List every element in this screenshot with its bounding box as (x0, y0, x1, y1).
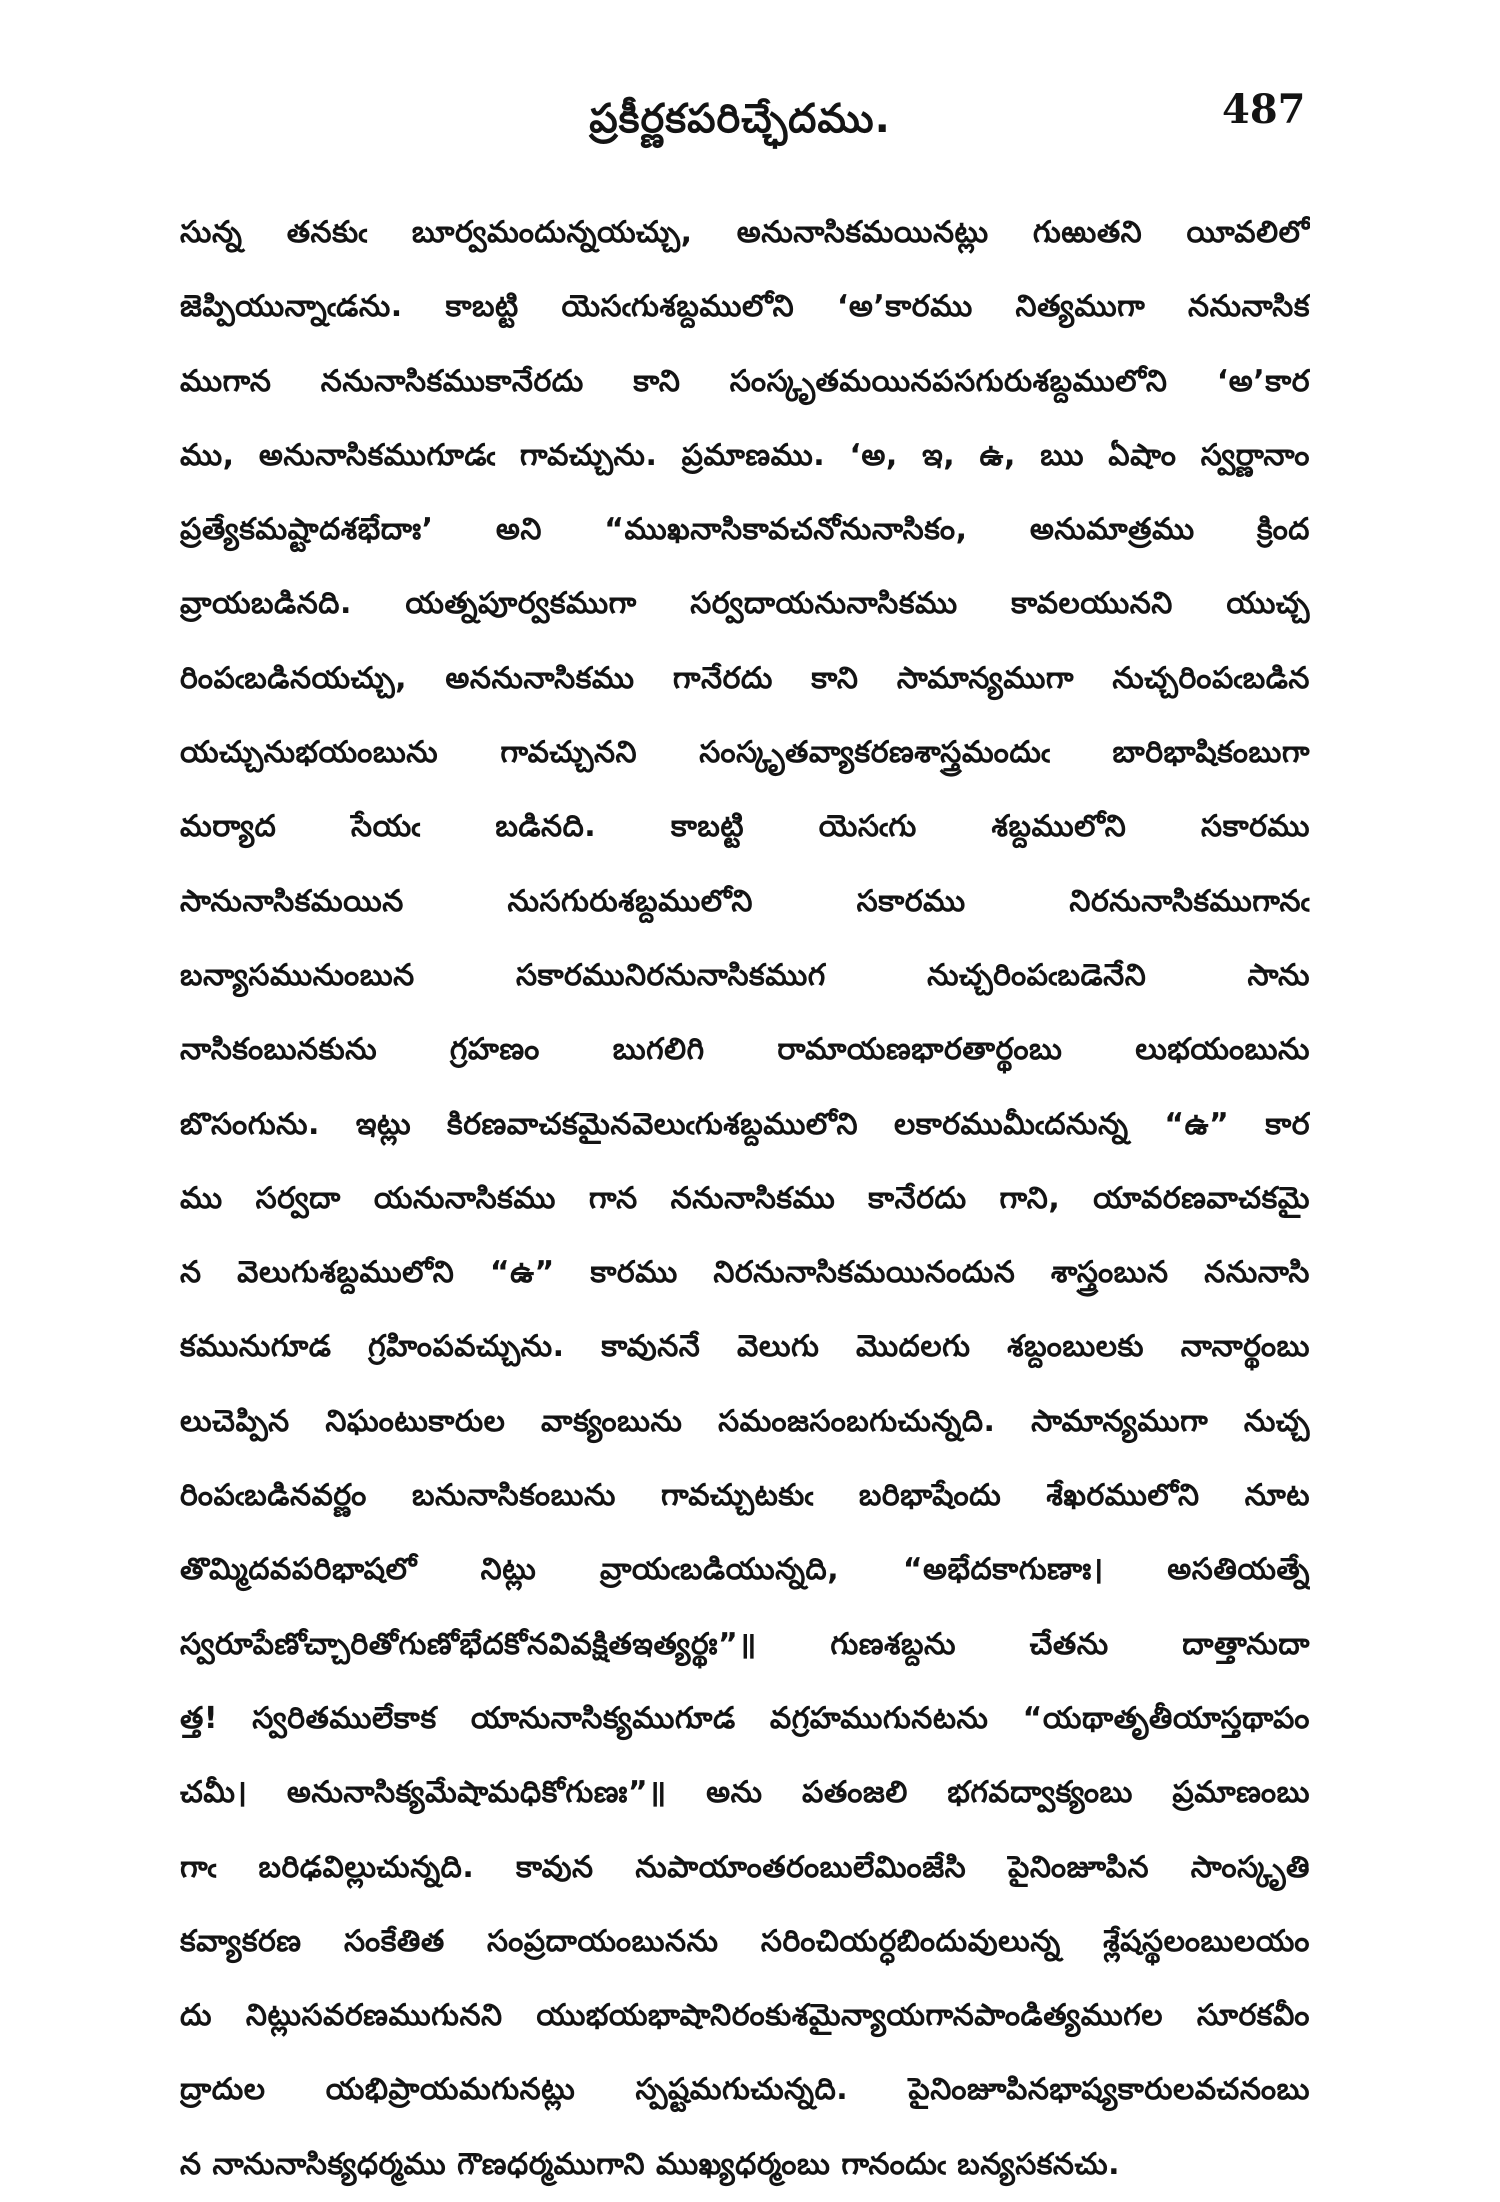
page-header-title: ప్రకీర్ణకపరిచ్ఛేదము. (589, 96, 891, 142)
text-line: ద్రాదుల యభిప్రాయమగునట్లు స్పష్టమగుచున్నది. పైనింజూపినభాష్యకారులవచనంబు (180, 2072, 1310, 2108)
text-line: కమునుగూడ గ్రహింపవచ్చును. కావుననే వెలుగు మొదలగు శబ్దంబులకు నానార్థంబు (180, 1329, 1310, 1365)
text-line: కవ్యాకరణ సంకేతిత సంప్రదాయంబునను సరించియర్ధబిందువులున్న శ్లేషస్థలంబులయం (180, 1923, 1310, 1959)
text-line: ప్రత్యేకమష్టాదశభేదాః’ అని “ముఖనాసికావచనోనునాసికం, అనుమాత్రము క్రింద (180, 512, 1310, 548)
text-line: న వెలుగుశబ్దములోని “ఉ” కారము నిరనునాసికమయినందున శాస్త్రంబున ననునాసి (180, 1255, 1310, 1291)
text-line: ము సర్వదా యనునాసికము గాన ననునాసికము కానేరదు గాని, యావరణవాచకమై (180, 1180, 1310, 1216)
text-line: స్వరూపేణోచ్చారితోగుణోభేదకోనవివక్షితఇత్యర్థః”॥ గుణశబ్దను చేతను దాత్తానుదా (180, 1626, 1310, 1662)
text-line: సానునాసికమయిన నుసగురుశబ్దములోని సకారము నిరనునాసికముగానఁ (180, 883, 1310, 919)
text-line: మర్యాద సేయఁ బడినది. కాబట్టి యెసఁగు శబ్దములోని సకారము (180, 809, 1310, 845)
text-line: బన్యాసమునుంబున సకారమునిరనునాసికముగ నుచ్చరింపఁబడెనేని సాను (180, 957, 1310, 993)
text-line: బొసంగును. ఇట్లు కిరణవాచకమైనవెలుఁగుశబ్దములోని లకారముమీఁదనున్న “ఉ” కార (180, 1106, 1310, 1142)
text-line: రింపఁబడినయచ్చు, అననునాసికము గానేరదు కాని సామాన్యముగా నుచ్చరింపఁబడిన (180, 660, 1310, 696)
text-line: సున్న తనకుఁ బూర్వమందున్నయచ్చు, అనునాసికమయినట్లు గుఱుతని యీవలిలో (180, 215, 1310, 250)
text-line: వ్రాయబడినది. యత్నపూర్వకముగా సర్వదాయనునాసికము కావలయునని యుచ్చ (180, 586, 1310, 622)
text-line: దు నిట్లుసవరణముగునని యుభయభాషానిరంకుశమైన్యాయగానపాండిత్యముగల సూరకవీం (180, 1998, 1310, 2034)
text-line: గాఁ బరిఢవిల్లుచున్నది. కావున నుపాయాంతరంబులేమింజేసి పైనింజూపిన సాంస్కృతి (180, 1849, 1310, 1885)
page-number: 487 (1222, 86, 1306, 133)
text-line: యచ్చునుభయంబును గావచ్చునని సంస్కృతవ్యాకరణశాస్త్రమందుఁ బారిభాషికంబుగా (180, 735, 1310, 771)
text-line: న నానునాసిక్యధర్మము గౌణధర్మముగాని ముఖ్యధర్మంబు గానందుఁ బన్యసకనచు. (180, 2146, 1121, 2182)
text-line: ము, అనునాసికముగూడఁ గావచ్చును. ప్రమాణము. ‘అ, ఇ, ఉ, ఋ ఏషాం స్వర్ణానాం (180, 437, 1310, 473)
text-line: నాసికంబునకును గ్రహణం బుగలిగి రామాయణభారతార్థంబు లుభయంబును (180, 1032, 1310, 1068)
text-line: జెప్పియున్నాఁడను. కాబట్టి యెసఁగుశబ్దములోని ‘అ’కారము నిత్యముగా ననునాసిక (180, 289, 1310, 325)
text-line: త్త! స్వరితములేకాక యానునాసిక్యముగూడ వగ్రహముగునటను “యథాతృతీయాస్తథాపం (180, 1700, 1310, 1736)
text-line: లుచెప్పిన నిఘంటుకారుల వాక్యంబును సమంజసంబగుచున్నది. సామాన్యముగా నుచ్చ (180, 1403, 1310, 1439)
text-line: రింపఁబడినవర్ణం బనునాసికంబును గావచ్చుటకుఁ బరిభాషేందు శేఖరములోని నూట (180, 1478, 1310, 1514)
text-line: ముగాన ననునాసికముకానేరదు కాని సంస్కృతమయినపసగురుశబ్దములోని ‘అ’కార (180, 363, 1310, 399)
text-line: చమీ। అనునాసిక్యమేషామధికోగుణః”॥ అను పతంజలి భగవద్వాక్యంబు ప్రమాణంబు (180, 1775, 1310, 1811)
text-line: తొమ్మిదవపరిభాషలో నిట్లు వ్రాయఁబడియున్నది, “అభేదకాగుణాః। అసతియత్నే (180, 1552, 1310, 1588)
body-text (180, 196, 1310, 2202)
